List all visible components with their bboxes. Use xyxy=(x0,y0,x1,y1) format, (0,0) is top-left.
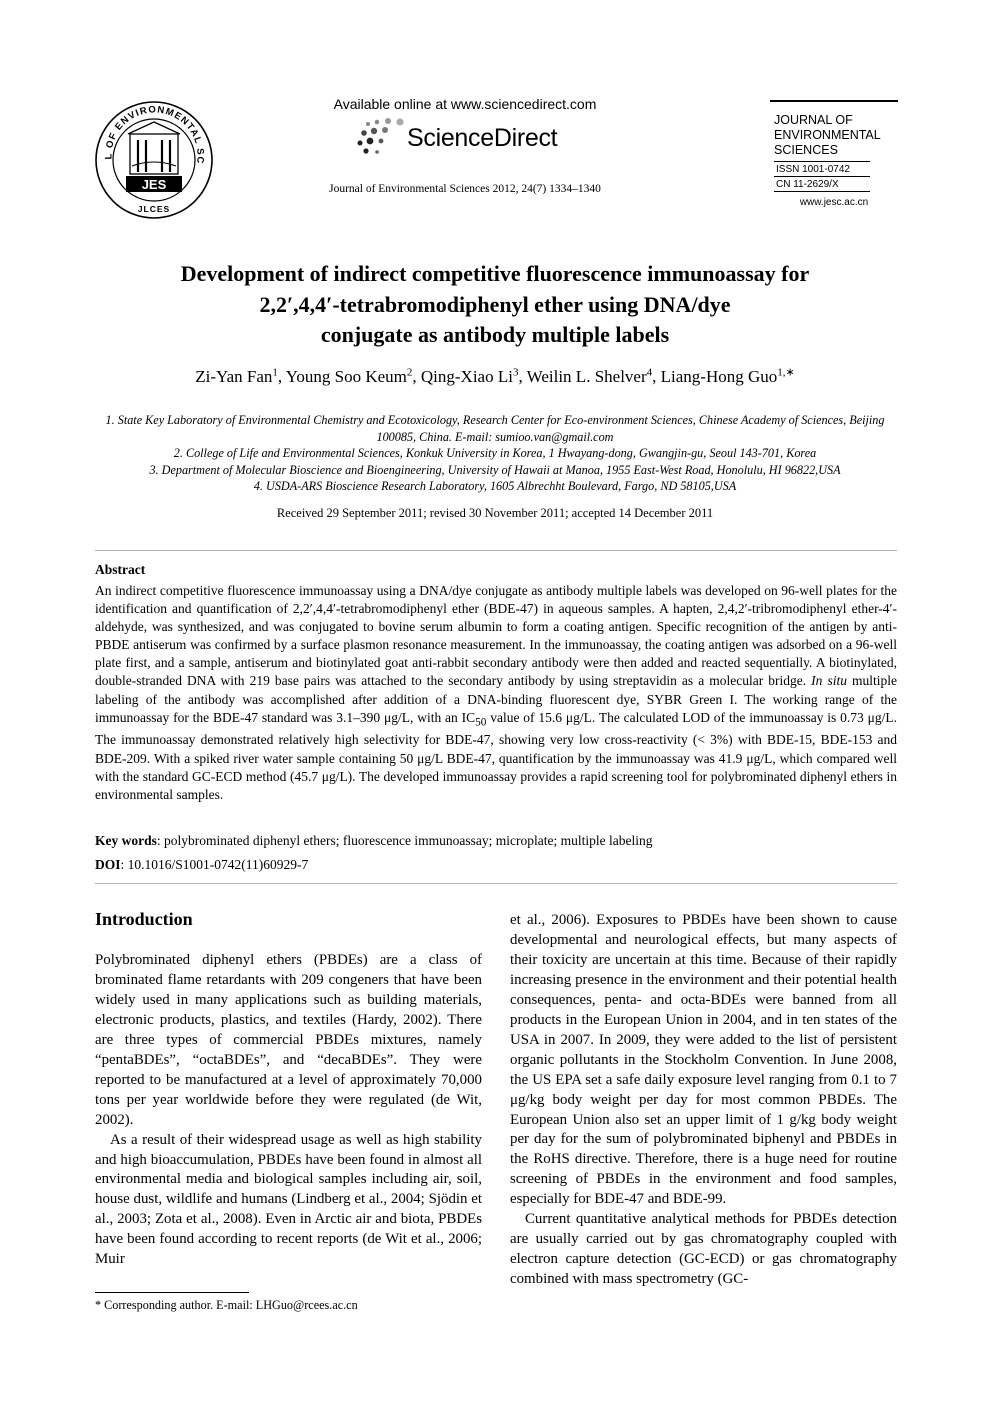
svg-text:JOURNAL OF ENVIRONMENTAL SCIEN: L OF ENVIRONMENTAL SC xyxy=(103,104,206,165)
journal-box-title xyxy=(774,113,898,158)
paragraph: et al., 2006). Exposures to PBDEs have been shown to cause developmental and neurological effects, but many aspects of their toxicity are uncertain at this time. Because of their rapidly increasing presence in the environment and their potential health consequences, penta- and octa-BDEs were banned from all products in the European Union in 2004, and in ten states of the USA in 2007. In 2009, they were added to the list of persistent organic pollutants in the Stockholm Convention. In June 2008, the US EPA set a safe daily exposure level ranging from 0.1 to 7 μg/kg body weight per day for most common PBDEs. The European Union also set an upper limit of 1 g/kg body weight per day for the sum of polybrominated biphenyl and PBDEs in the RoHS directive. Therefore, there is a huge need for routine screening of PBDEs in the environment and food samples, especially for BDE-47 and BDE-99. xyxy=(510,912,897,1208)
keywords-label: Key words xyxy=(95,833,157,848)
author: Weilin L. Shelver$^4$, xyxy=(526,366,661,386)
author: Qing-Xiao Li$^3$, xyxy=(420,366,527,386)
affiliations xyxy=(90,412,900,495)
abstract-text: An indirect competitive fluorescence immunoassay using a DNA/dye conjugate as antibody multiple labels was developed on 96-well plates for the identification and quantification of 2,2′,4,4′-tetrabromodiphenyl ether (BDE-47) in aqueous samples. A hapten, 2,4,2′-tribromodiphenyl ether-4′-aldehyde, was synthesized, and was conjugated to bovine serum albumin to form a coating antigen. Specific recognition of the antigen by anti-PBDE antiserum was confirmed by a surface plasmon resonance measurement. In the immunoassay, the coating antigen was adsorbed on a 96-well plate first, and a sample, antiserum and biotinylated goat anti-rabbit secondary antibody were then added and reacted sequentially. A biotinylated, double-stranded DNA with 219 base pairs was attached to the secondary antibody by using streptavidin as a molecular bridge. In situ multiple labeling of the antibody was accomplished after addition of a DNA-binding fluorescent dye, SYBR Green I. The working range of the immunoassay for the BDE-47 standard was 3.1–390 μg/L, with an $IC_{50}$ value of 15.6 μg/L. The calculated LOD of the immunoassay is 0.73 μg/L. The immunoassay demonstrated relatively high selectivity for BDE-47, showing very low cross-reactivity (< 3%) with BDE-15, BDE-153 and BDE-209. With a spiked river water sample containing 50 μg/L BDE-47, quantification by the immunoassay was 41.9 μg/L, which compared well with the standard GC-ECD method (45.7 μg/L). The developed immunoassay provides a rapid screening tool for polybrominated diphenyl ethers in environmental samples. xyxy=(95,583,897,802)
journal-citation: Journal of Environmental Sciences 2012, 24(7) 1334–1340 xyxy=(329,183,601,195)
affiliation: 1. State Key Laboratory of Environmental Chemistry and Ecotoxicology, Research Center for Eco-environment Sciences, Chinese Academy of Sciences, Beijing 100085, China. E-mail: sumioo.van@gmail.com xyxy=(105,413,885,444)
title-line: Development of indirect competitive fluorescence immunoassay for xyxy=(180,261,810,286)
body-column-right xyxy=(510,911,897,1290)
jes-seal-icon xyxy=(92,100,217,220)
author: Young Soo Keum$^2$, xyxy=(285,366,421,386)
divider xyxy=(95,550,897,551)
available-online-text: Available online at www.sciencedirect.com xyxy=(333,96,597,112)
sciencedirect-dots-icon xyxy=(352,116,410,160)
issn: ISSN 1001-0742 xyxy=(774,161,870,176)
paragraph: Current quantitative analytical methods for PBDEs detection are usually carried out by gas chromatography coupled with electron capture detection (GC-ECD) or gas chromatography combined with mass spectrometry (GC- xyxy=(510,1211,897,1288)
divider xyxy=(95,883,897,884)
doi: DOI: 10.1016/S1001-0742(11)60929-7 xyxy=(95,857,309,872)
journal-info-box xyxy=(770,100,898,212)
author: Zi-Yan Fan$^1$, xyxy=(195,366,286,386)
section-heading: Introduction xyxy=(95,909,193,929)
journal-website: www.jesc.ac.cn xyxy=(799,197,869,208)
journal-title-line: ENVIRONMENTAL xyxy=(774,128,881,142)
affiliation: 2. College of Life and Environmental Sciences, Konkuk University in Korea, 1 Hwayang-dong, Gwangjin-gu, Seoul 143-701, Korea xyxy=(173,446,817,460)
author-list xyxy=(95,365,895,389)
abstract-heading: Abstract xyxy=(95,562,146,577)
svg-text:JLCES: JLCES xyxy=(137,204,171,214)
received-dates: Received 29 September 2011; revised 30 November 2011; accepted 14 December 2011 xyxy=(276,506,714,520)
paragraph: As a result of their widespread usage as well as high stability and high bioaccumulation, PBDEs have been found in almost all environmental media and biological samples including air, soil, house dust, wildlife and humans (Lindberg et al., 2004; Sjödin et al., 2003; Zota et al., 2008). Even in Arctic air and biota, PBDEs have been found according to recent reports (de Wit et al., 2006; Muir xyxy=(95,1131,482,1268)
footnote-rule xyxy=(95,1292,249,1293)
sciencedirect-wordmark: ScienceDirect xyxy=(407,124,558,152)
corresponding-author-footnote: * Corresponding author. E-mail: LHGuo@rcees.ac.cn xyxy=(95,1298,358,1312)
author: Liang-Hong Guo$^{1,∗}$ xyxy=(660,366,795,386)
journal-logo xyxy=(92,100,217,220)
svg-text:JES: JES xyxy=(141,177,167,192)
sciencedirect-brand xyxy=(352,116,592,160)
journal-title-line: JOURNAL OF xyxy=(774,113,853,127)
article-title xyxy=(95,259,895,351)
title-line: conjugate as antibody multiple labels xyxy=(320,322,670,347)
title-line: 2,2′,4,4′-tetrabromodiphenyl ether using DNA/dye xyxy=(259,291,731,317)
affiliation: 4. USDA-ARS Bioscience Research Laboratory, 1605 Albrechht Boulevard, Fargo, ND 58105,USA xyxy=(253,479,737,493)
keywords: Key words: polybrominated diphenyl ethers; fluorescence immunoassay; microplate; multiple labeling xyxy=(95,833,653,848)
body-column-left xyxy=(95,951,482,1270)
doi-label: DOI xyxy=(95,857,121,872)
affiliation: 3. Department of Molecular Bioscience and Bioengineering, University of Hawaii at Manoa, 1955 East-West Road, Honolulu, HI 96822,USA xyxy=(149,462,841,477)
paragraph: Polybrominated diphenyl ethers (PBDEs) are a class of brominated flame retardants with 209 congeners that have been widely used in many applications such as building materials, electronic products, plastics, and textiles (Hardy, 2002). There are three types of commercial PBDEs mixtures, namely “pentaBDEs”, “octaBDEs”, and “decaBDEs”. They were reported to be manufactured at a level of approximately 70,000 tons per year worldwide before they were regulated (de Wit, 2002). xyxy=(95,952,482,1128)
cn-number: CN 11-2629/X xyxy=(774,176,870,192)
journal-title-line: SCIENCES xyxy=(774,143,838,157)
